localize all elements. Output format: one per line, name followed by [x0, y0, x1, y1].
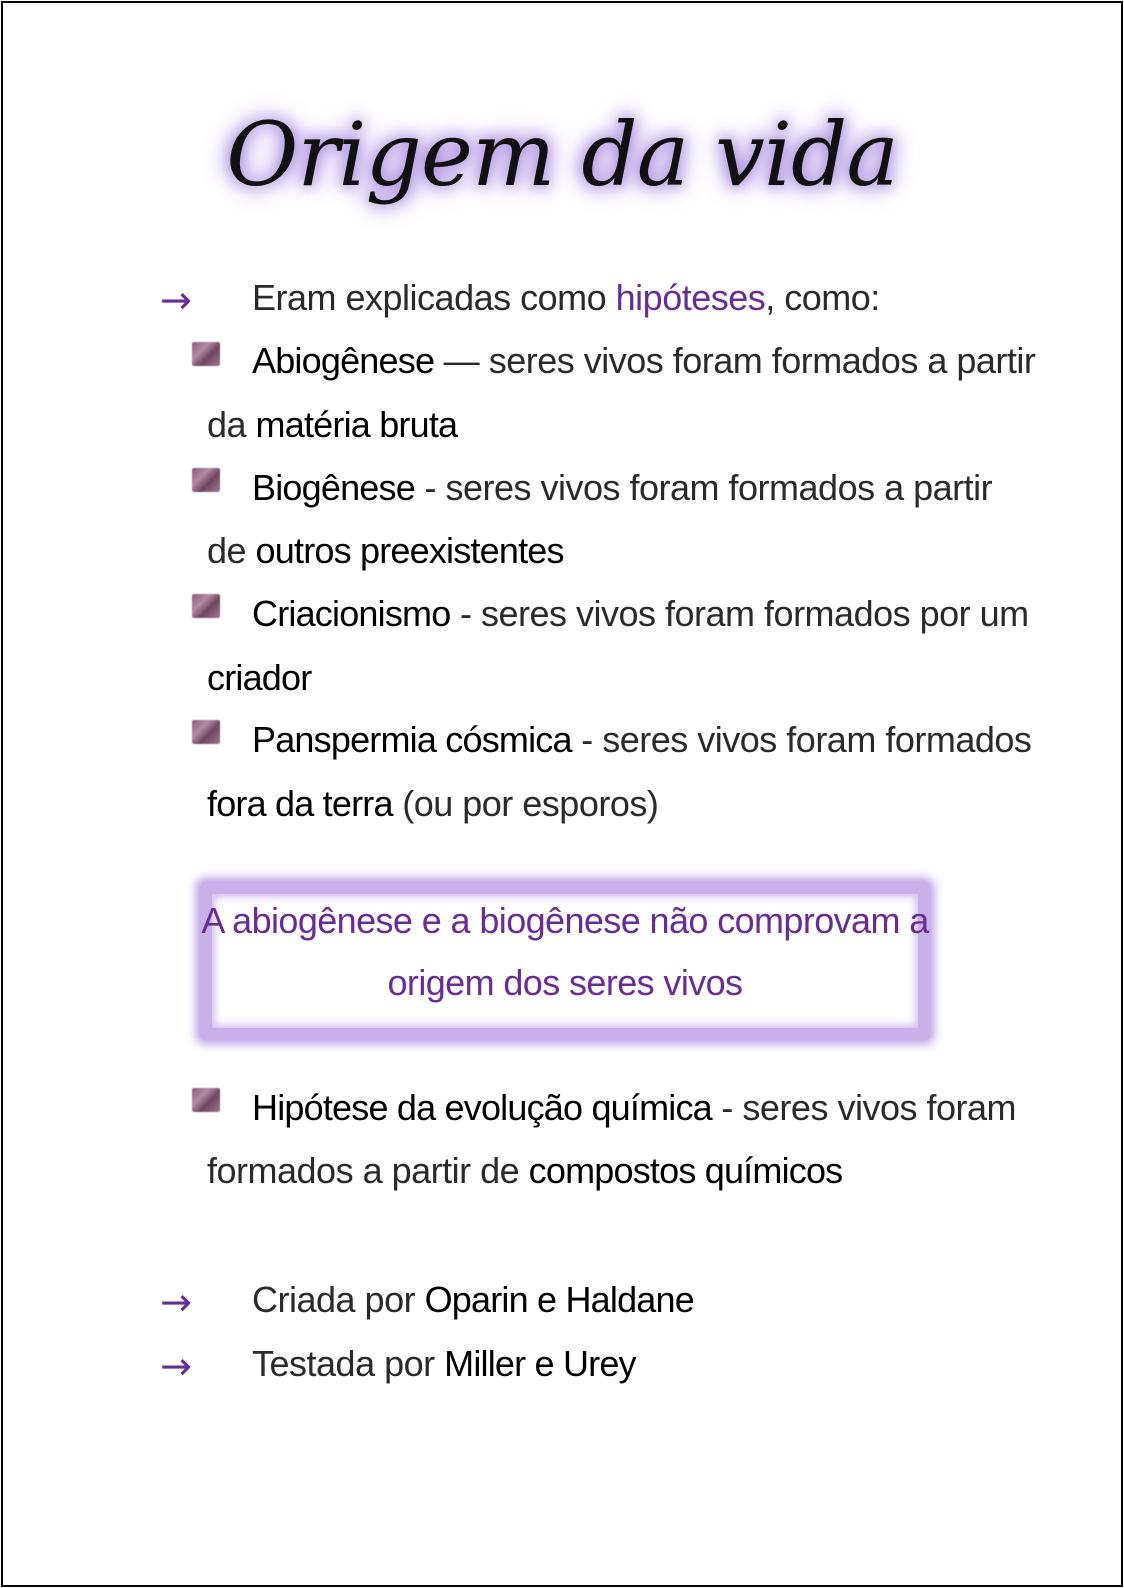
- hypothesis-desc: seres vivos foram formados a partir: [445, 467, 993, 508]
- page-title: Origem da vida: [226, 103, 898, 206]
- hypothesis-chemical: [252, 1084, 1016, 1132]
- hypothesis-term: Abiogênese: [252, 340, 435, 381]
- hypothesis-separator: —: [434, 340, 489, 381]
- bullet-icon: [192, 468, 220, 492]
- hypothesis-line2-plain: de: [207, 530, 256, 571]
- hypothesis-criacionismo: [252, 590, 1029, 638]
- hypothesis-biogenese: [252, 464, 992, 512]
- hypothesis-chemical-line2: [207, 1147, 842, 1195]
- hypothesis-abiogenese: [252, 337, 1035, 385]
- hypothesis-desc: seres vivos foram formados: [602, 719, 1032, 760]
- hypothesis-line2-bold: compostos químicos: [528, 1150, 843, 1191]
- credit-names: Miller e Urey: [444, 1343, 636, 1384]
- callout-line2: origem dos seres vivos: [387, 962, 743, 1003]
- hypothesis-panspermia: [252, 716, 1031, 764]
- hypothesis-line2-plain: formados a partir de: [207, 1150, 529, 1191]
- hypothesis-biogenese-line2: [207, 527, 564, 575]
- hypothesis-desc: seres vivos foram: [742, 1087, 1016, 1128]
- arrow-icon: →: [160, 1280, 192, 1324]
- hypothesis-abiogenese-line2: [207, 401, 457, 449]
- intro-line: [252, 274, 880, 322]
- intro-tail: , como:: [765, 277, 880, 318]
- credit-names: Oparin e Haldane: [424, 1279, 694, 1320]
- bullet-icon: [192, 1088, 220, 1112]
- bullet-icon: [192, 342, 220, 366]
- intro-highlight: hipóteses: [615, 277, 766, 318]
- hypothesis-term: Panspermia cósmica: [252, 719, 572, 760]
- bullet-icon: [192, 594, 220, 618]
- hypothesis-line2-bold: matéria bruta: [255, 404, 458, 445]
- hypothesis-term: Hipótese da evolução química: [252, 1087, 712, 1128]
- hypothesis-separator: -: [711, 1087, 743, 1128]
- hypothesis-line2-bold: fora da terra: [207, 783, 393, 824]
- hypothesis-term: Biogênese: [252, 467, 415, 508]
- arrow-icon: →: [160, 278, 192, 322]
- hypothesis-criacionismo-line2: [207, 654, 311, 702]
- hypothesis-separator: -: [571, 719, 603, 760]
- arrow-icon: →: [160, 1344, 192, 1388]
- credit-plain: Testada por: [252, 1343, 445, 1384]
- hypothesis-separator: -: [450, 593, 481, 634]
- hypothesis-line2-bold: outros preexistentes: [255, 530, 564, 571]
- hypothesis-term: Criacionismo: [252, 593, 451, 634]
- bullet-icon: [192, 720, 220, 744]
- hypothesis-line2-bold: criador: [207, 657, 312, 698]
- hypothesis-desc: seres vivos foram formados por um: [480, 593, 1029, 634]
- hypothesis-panspermia-line2: [207, 780, 658, 828]
- hypothesis-line2-plain: da: [207, 404, 256, 445]
- intro-text: Eram explicadas como: [252, 277, 616, 318]
- hypothesis-desc: seres vivos foram formados a partir: [488, 340, 1036, 381]
- credit-plain: Criada por: [252, 1279, 425, 1320]
- credit-created: [252, 1276, 694, 1324]
- hypothesis-separator: -: [414, 467, 446, 508]
- hypothesis-line2-tail: (ou por esporos): [392, 783, 659, 824]
- callout-line1: A abiogênese e a biogênese não comprovam a: [201, 900, 929, 941]
- credit-tested: [252, 1340, 636, 1388]
